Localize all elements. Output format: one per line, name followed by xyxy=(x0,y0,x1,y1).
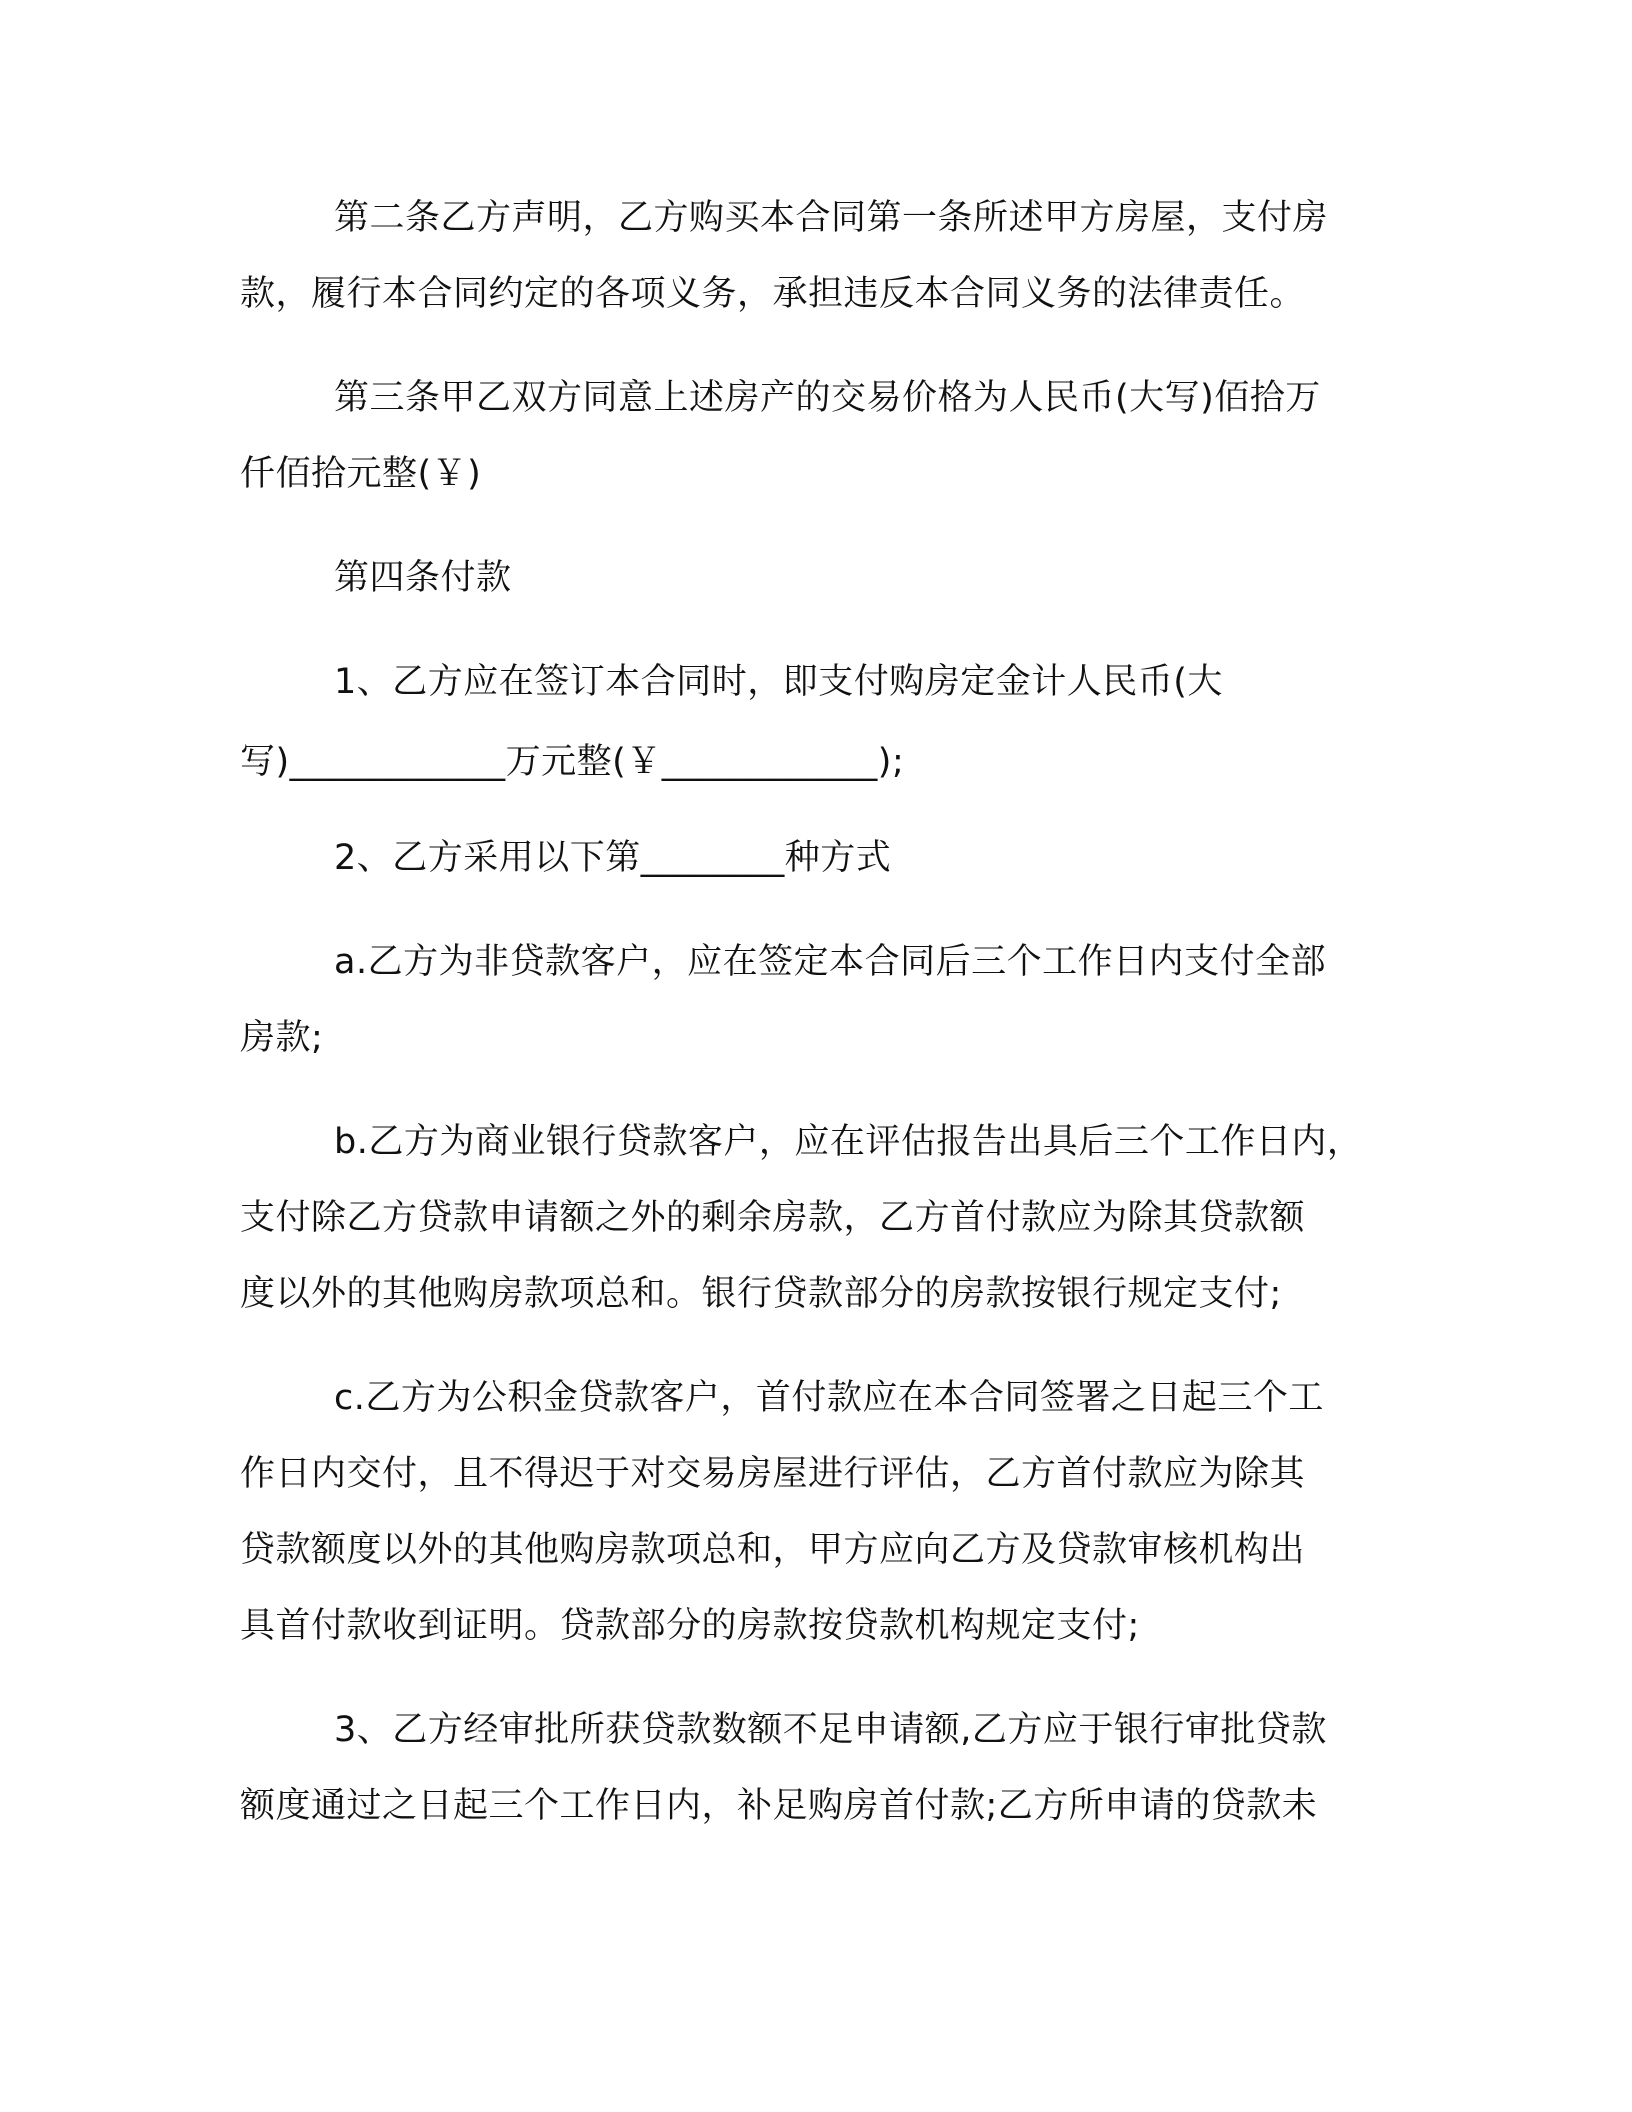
option-a-line-1: a.乙方为非贷款客户，应在签定本合同后三个工作日内支付全部 xyxy=(334,942,1327,982)
clause-2-line-1: 2、乙方采用以下第________种方式 xyxy=(334,838,892,878)
article-3-line-2: 仟佰拾元整(￥) xyxy=(240,454,482,494)
clause-1-line-2: 写)____________万元整(￥____________); xyxy=(240,742,905,782)
clause-3-line-2: 额度通过之日起三个工作日内，补足购房首付款;乙方所申请的贷款未 xyxy=(240,1786,1318,1826)
option-b-line-2: 支付除乙方贷款申请额之外的剩余房款，乙方首付款应为除其贷款额 xyxy=(240,1198,1306,1238)
option-a-line-2: 房款; xyxy=(240,1018,324,1058)
option-b-line-1: b.乙方为商业银行贷款客户，应在评估报告出具后三个工作日内， xyxy=(334,1122,1363,1162)
option-c-line-3: 贷款额度以外的其他购房款项总和，甲方应向乙方及贷款审核机构出 xyxy=(240,1530,1306,1570)
article-2-line-1: 第二条乙方声明，乙方购买本合同第一条所述甲方房屋，支付房 xyxy=(334,198,1329,238)
option-c-line-1: c.乙方为公积金贷款客户，首付款应在本合同签署之日起三个工 xyxy=(334,1378,1324,1418)
article-2-line-2: 款，履行本合同约定的各项义务，承担违反本合同义务的法律责任。 xyxy=(240,274,1306,314)
clause-1-line-1: 1、乙方应在签订本合同时，即支付购房定金计人民币(大 xyxy=(334,662,1223,702)
article-4-heading: 第四条付款 xyxy=(334,558,512,598)
option-c-line-4: 具首付款收到证明。贷款部分的房款按贷款机构规定支付; xyxy=(240,1606,1140,1646)
article-3-line-1: 第三条甲乙双方同意上述房产的交易价格为人民币(大写)佰拾万 xyxy=(334,378,1321,418)
option-c-line-2: 作日内交付，且不得迟于对交易房屋进行评估，乙方首付款应为除其 xyxy=(240,1454,1306,1494)
option-b-line-3: 度以外的其他购房款项总和。银行贷款部分的房款按银行规定支付; xyxy=(240,1274,1282,1314)
clause-3-line-1: 3、乙方经审批所获贷款数额不足申请额,乙方应于银行审批贷款 xyxy=(334,1710,1327,1750)
